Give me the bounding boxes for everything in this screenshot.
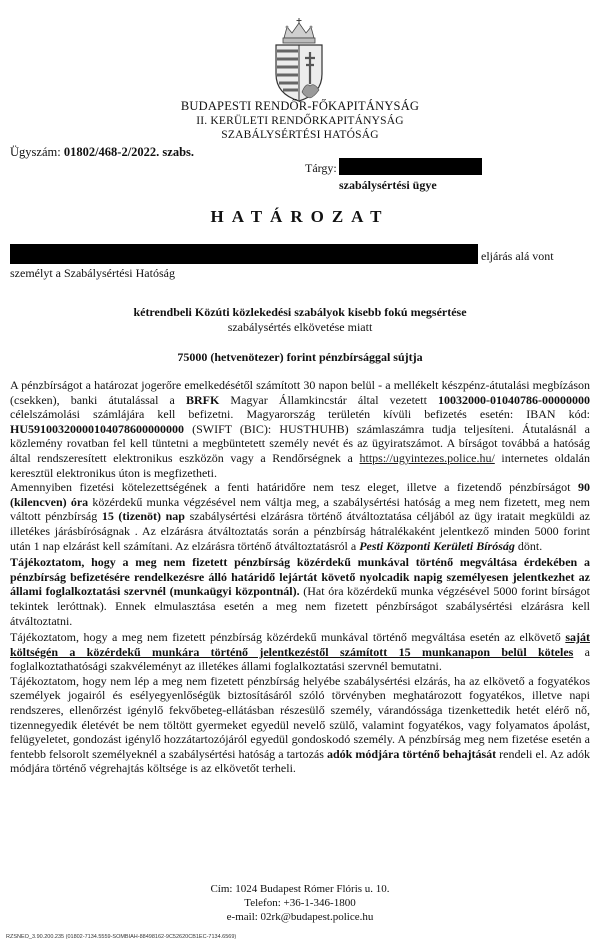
footer-address: Cím: 1024 Budapest Rómer Flóris u. 10. xyxy=(210,883,390,895)
hungarian-coat-of-arms-icon xyxy=(270,18,328,102)
case-number: 01802/468-2/2022. szabs. xyxy=(63,145,195,159)
offense-subtitle: szabálysértés elkövetése miatt xyxy=(227,320,373,334)
document-title: HATÁROZAT xyxy=(210,207,390,226)
conversion-paragraph: Amennyiben fizetési kötelezettségének a fenti határidőre nem tesz eleget, illetve a fizetendő pénzbírságot 90 (kilencven) óra közérdekű munka végzésével nem váltja meg, a szabálysértési hatóság a meg nem fizetett, meg nem váltott pénzbírság 15 (tizenöt) nap szabálysértési elzárásra történő átváltoztatása céljából az ügy iratait megküldi az illetékes járásbíróságnak . Az elzárásra átváltoztatás során a pénzbírság hátralékaként jelentkező minden 5000 forint után 1 nap elzárást kell számítani. Az elzárásra történő átváltoztatásról a Pesti Központi Kerületi Bíróság dönt. xyxy=(10,480,590,553)
agency-name: BUDAPESTI RENDŐR-FŐKAPITÁNYSÁG xyxy=(180,99,420,113)
footer-phone: Telefon: +36-1-346-1800 xyxy=(244,897,356,909)
district-name: II. KERÜLETI RENDŐRKAPITÁNYSÁG xyxy=(196,115,404,127)
case-number-label: Ügyszám: xyxy=(10,145,61,159)
medical-certificate-paragraph: Tájékoztatom, hogy a meg nem fizetett pénzbírság közérdekű munkával történő megváltása esetén az elkövető saját költségén a közérdekű munkára történő jelentkezéstől számított 15 munkanapon belül köteles a foglalkoztathatósági szakvéleményt az illetékes állami foglalkoztatási szervnél bemutatni. xyxy=(10,630,590,674)
proceeding-text-line2: személyt a Szabálysértési Hatóság xyxy=(10,266,175,280)
payment-paragraph: A pénzbírságot a határozat jogerőre emelkedésétől számított 30 napon belül - a mellékelt készpénz-átutalási megbízáson (csekken), banki átutalással a BRFK Magyar Államkincstár által vezetett 10032000-01040786-00000000 célelszámolási számlájára kell befizetni. Magyarország területén kívüli befizetés esetén: IBAN kód: HU59100320000104078600000000 (SWIFT (BIC): HUSTHUHB) számlaszámra tudja teljesíteni. Átutalásnál a közlemény rovatban fel kell tüntetni a megbüntetett személy nevét és az ügyiratszámot. A bírságot továbbá a hatóság által rendszeresített elektronikus eszközön vagy a Rendőrségnek a https://ugyintezes.police.hu/ internetes oldalán keresztül elektronikus úton is megfizetheti. xyxy=(10,378,591,480)
document-meta-code: RZSNEO_3.90.200.235 (01802-7134.5559-SOMBIAH-88498162-9C52620CB1EC-7134.6569) xyxy=(6,934,237,940)
case-number-line xyxy=(10,145,194,160)
offense-title: kétrendbeli Közúti közlekedési szabályok kisebb fokú megsértése xyxy=(133,305,467,319)
authority-name: SZABÁLYSÉRTÉSI HATÓSÁG xyxy=(221,129,379,141)
subject-label: Tárgy: xyxy=(305,161,337,175)
exemption-paragraph: Tájékoztatom, hogy nem lép a meg nem fizetett pénzbírság helyébe szabálysértési elzárás, ha az elkövető a fogyatékos személyek jogairól és esélyegyenlőségük biztosításáról szóló törvényben meghatározott fogyatékos, illetve napi rendszeres, ellenőrzést igénylő fekvőbeteg-ellátásban részesülő személy, várandóssága tizenkettedik hetét elérő nő, tizennegyedik életévét be nem töltött gyermeket egyedül nevelő szülő, valamint fogyatékos, vagy folyamatos ápolást, felügyeletet, gondozást igénylő hozzátartozójáról egyedül gondoskodó személy. A pénzbírság meg nem fizetése esetén a fentebb felsorolt személyeknél a szabálysértési hatóság a tartozás adók módjára történő behajtását rendeli el. Az adók módjára történő végrehajtás költsége is az elkövetőt terheli. xyxy=(10,673,590,776)
community-work-paragraph: Tájékoztatom, hogy a meg nem fizetett pénzbírság közérdekű munkával történő megváltása érdekében a pénzbírság befizetésére rendelkezésre álló határidő lejártát követő nyolcadik napig személyesen jelentkezhet az állami foglalkoztatási szervnél (munkaügyi központnál). (Hat óra közérdekű munka végzésével 5000 forint bírságot tekintek leróttnak). Ennek elmulasztása esetén a meg nem fizetett pénzbírságot szabálysértési elzárásra kell átváltoztatni. xyxy=(10,555,590,628)
redacted-person-details xyxy=(10,244,478,264)
fine-amount-line: 75000 (hetvenötezer) forint pénzbírsággal sújtja xyxy=(177,350,423,364)
subject-text: szabálysértési ügye xyxy=(339,178,437,192)
decision-body xyxy=(10,378,590,776)
police-portal-link[interactable]: https://ugyintezes.police.hu/ xyxy=(359,450,495,465)
redacted-subject-name xyxy=(339,158,482,175)
footer-email: e-mail: 02rk@budapest.police.hu xyxy=(226,911,374,923)
proceeding-text-end: eljárás alá vont xyxy=(481,249,554,263)
